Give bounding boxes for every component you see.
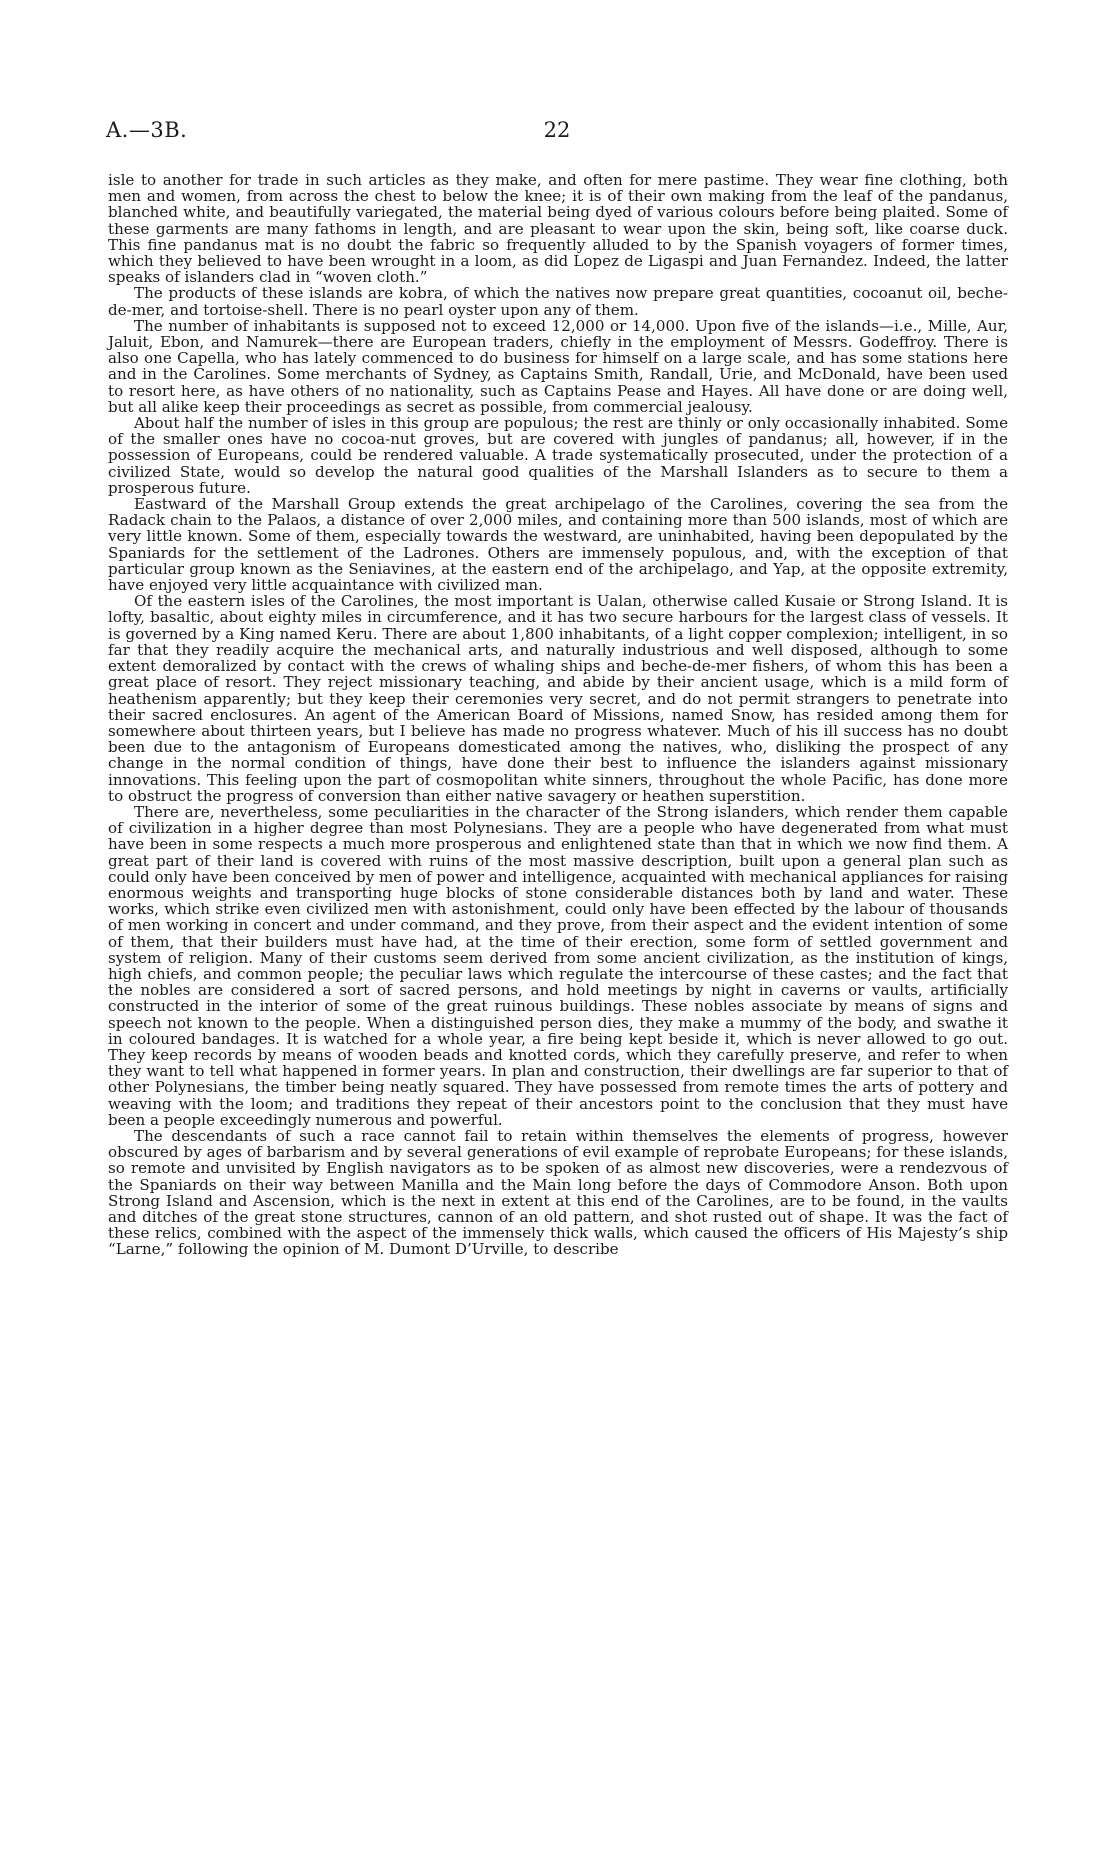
- paragraph-strong-island: Of the eastern isles of the Carolines, the most important is Ualan, otherwise called Kusaie or Strong Island. It is lofty, basaltic, about eighty miles in circumference, and it has two secure harbours for the largest class of vessels. It is governed by a King named Keru. There are about 1,800 inhabitants, of a light copper complexion; intelligent, in so far that they readily acquire the mechanical arts, and naturally industrious and well disposed, although to some extent demoralized by contact with the crews of whaling ships and beche-de-mer fishers, of whom this has been a great place of resort. They reject missionary teaching, and abide by their ancient usage, which is a mild form of heathenism apparently; but they keep their ceremonies very secret, and do not permit strangers to penetrate into their sacred enclosures. An agent of the American Board of Missions, named Snow, has resided among them for somewhere about thirteen years, but I believe has made no progress whatever. Much of his ill success has no doubt been due to the antagonism of Europeans domesticated among the natives, who, disliking the prospect of any change in the normal condition of things, have done their best to influence the islanders against missionary innovations. This feeling upon the part of cosmopolitan white sinners, throughout the whole Pacific, has done more to obstruct the progress of conversion than either native savagery or heathen superstition.: [108, 592, 1008, 805]
- paragraph-continued: isle to another for trade in such articles as they make, and often for mere pastime. They wear fine clothing, both men and women, from across the chest to below the knee; it is of their own making from the leaf of the pandanus, blanched white, and beautifully variegated, the material being dyed of various colours before being plaited. Some of these garments are many fathoms in length, and are pleasant to wear upon the skin, being soft, like coarse duck. This fine pandanus mat is no doubt the fabric so frequently alluded to by the Spanish voyagers of former times, which they believed to have been wrought in a loom, as did Lopez de Ligaspi and Juan Fernandez. Indeed, the latter speaks of islanders clad in “woven cloth.”: [108, 171, 1008, 287]
- paragraph-inhabitants: The number of inhabitants is supposed not to exceed 12,000 or 14,000. Upon five of the islands—i.e., Mille, Aur, Jaluit, Ebon, and Namurek—there are European traders, chiefly in the employment of Messrs. Godeffroy. There is also one Capella, who has lately commenced to do business for himself on a large scale, and has some stations here and in the Carolines. Some merchants of Sydney, as Captains Smith, Randall, Urie, and McDonald, have been used to resort here, as have others of no nationality, such as Captains Pease and Hayes. All have done or are doing well, but all alike keep their proceedings as secret as possible, from commercial jealousy.: [108, 316, 1008, 416]
- paragraph-populous-isles: About half the number of isles in this group are populous; the rest are thinly or only occasionally inhabited. Some of the smaller ones have no cocoa-nut groves, but are covered with jungles of pandanus; all, however, if in the possession of Europeans, could be rendered valuable. A trade systematically prosecuted, under the protection of a civilized State, would so develop the natural good qualities of the Marshall Islanders as to secure to them a prosperous future.: [108, 414, 1008, 497]
- paragraph-products: The products of these islands are kobra, of which the natives now prepare great quantities, cocoanut oil, beche-de-mer, and tortoise-shell. There is no pearl oyster upon any of them.: [108, 284, 1008, 319]
- paragraph-peculiarities: There are, nevertheless, some peculiarities in the character of the Strong islanders, which render them capable of civilization in a higher degree than most Polynesians. They are a people who have degenerated from what must have been in some respects a much more prosperous and enlightened state than that in which we now find them. A great part of their land is covered with ruins of the most massive description, built upon a general plan such as could only have been conceived by men of power and intelligence, acquainted with mechanical appliances for raising enormous weights and transporting huge blocks of stone considerable distances both by land and water. These works, which strike even civilized men with astonishment, could only have been effected by the labour of thousands of men working in concert and under command, and they prove, from their aspect and the evident intention of some of them, that their builders must have had, at the time of their erection, some form of settled government and system of religion. Many of their customs seem derived from some ancient civilization, as the institution of kings, high chiefs, and common people; the peculiar laws which regulate the intercourse of these castes; and the fact that the nobles are considered a sort of sacred persons, and hold meetings by night in caverns or vaults, artificially constructed in the interior of some of the great ruinous buildings. These nobles associate by means of signs and speech not known to the people. When a distinguished person dies, they make a mummy of the body, and swathe it in coloured bandages. It is watched for a whole year, a fire being kept beside it, which is never allowed to go out. They keep records by means of wooden beads and knotted cords, which they carefully preserve, and refer to when they want to tell what happened in former years. In plan and construction, their dwellings are far superior to that of other Polynesians, the timber being neatly squared. They have possessed from remote times the arts of pottery and weaving with the loom; and traditions they repeat of their ancestors point to the conclusion that they must have been a people exceedingly numerous and powerful.: [108, 802, 1008, 1129]
- page-number: 22: [543, 118, 571, 142]
- paragraph-carolines: Eastward of the Marshall Group extends the great archipelago of the Carolines, covering the sea from the Radack chain to the Palaos, a distance of over 2,000 miles, and containing more than 500 islands, most of which are very little known. Some of them, especially towards the westward, are uninhabited, having been depopulated by the Spaniards for the settlement of the Ladrones. Others are immensely populous, and, with the exception of that particular group known as the Seniavines, at the eastern end of the archipelago, and Yap, at the opposite extremity, have enjoyed very little acquaintance with civilized man.: [108, 495, 1008, 595]
- paragraph-descendants: The descendants of such a race cannot fail to retain within themselves the elements of progress, however obscured by ages of barbarism and by several generations of evil example of reprobate Europeans; for these islands, so remote and unvisited by English navigators as to be spoken of as almost new discoveries, were a rendezvous of the Spaniards on their way between Manilla and the Main long before the days of Commodore Anson. Both upon Strong Island and Ascension, which is the next in extent at this end of the Carolines, are to be found, in the vaults and ditches of the great stone structures, cannon of an old pattern, and shot rusted out of shape. It was the fact of these relics, combined with the aspect of the immensely thick walls, which caused the officers of His Majesty’s ship “Larne,” following the opinion of M. Dumont D’Urville, to describe: [108, 1126, 1008, 1259]
- body-text: [108, 172, 1008, 1258]
- document-reference: A.—3B.: [106, 118, 188, 142]
- page-header: [106, 118, 1008, 148]
